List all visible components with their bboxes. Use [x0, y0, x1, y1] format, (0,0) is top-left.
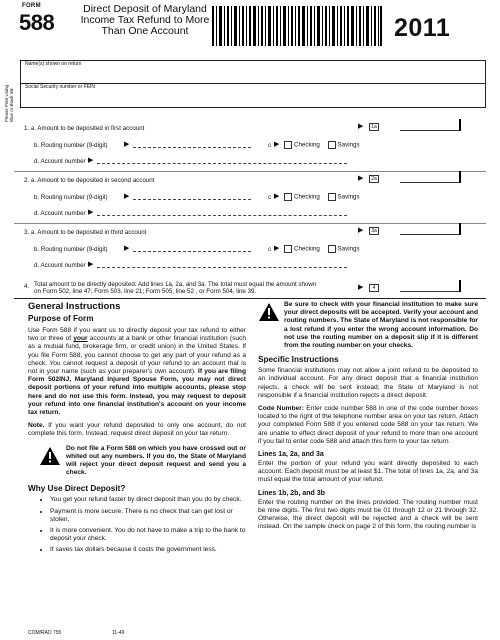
line-4-text-2: on Form 502, line 47; Form 503, line 21; Form 505, line 52 , or Form 504, line 39.: [34, 288, 257, 295]
line-2b-label: b. Routing number (9-digit): [34, 194, 108, 201]
line-2c-label: c: [268, 194, 272, 201]
ink-instruction-line-1: Please Print Using: [4, 84, 9, 122]
arrow-icon: ▶: [88, 209, 94, 216]
warning-block-left: [28, 445, 246, 478]
lines-b-paragraph: Enter the routing number on the lines provided. The routing number must be nine digits. The first two digits must be 01 through 12 or 21 through 32. Otherwise, the direct deposit will be rejected and a check will be sent instead. On the sample check on page 2 of this form, the routing number is: [258, 498, 478, 531]
line-3b-label: b. Routing number (9-digit): [34, 246, 108, 253]
account-2d-input[interactable]: [97, 215, 347, 216]
lines-a-paragraph: Enter the portion of your refund you want directly deposited to each account. Each deposit must be at least $1. The total of lines 1a, 2a, and 3a must equal the total amount of your refund.: [258, 460, 478, 484]
form-title-line-3: Than One Account: [101, 25, 189, 37]
line-3d-label: d. Account number: [34, 262, 86, 269]
checking-label: Checking: [294, 245, 320, 253]
line-1c-label: c: [268, 142, 272, 149]
lines-a-heading: Lines 1a, 2a, and 3a: [258, 451, 324, 459]
why-heading: Why Use Direct Deposit?: [28, 484, 126, 494]
arrow-icon: ▶: [358, 175, 364, 182]
routing-3b-input[interactable]: [133, 251, 251, 252]
warning-icon: [38, 447, 62, 465]
amount-4-input[interactable]: [400, 283, 460, 292]
savings-label: Savings: [337, 141, 360, 149]
arrow-icon: ▶: [274, 141, 280, 148]
ink-instruction-line-2: Blue or Black Ink: [9, 88, 14, 122]
account-type-3: [282, 245, 360, 253]
line-2d-label: d. Account number: [34, 210, 86, 217]
identification-box: [20, 60, 486, 108]
ssn-field[interactable]: [21, 84, 485, 106]
checking-label: Checking: [294, 141, 320, 149]
warning-text-left: Do not file a Form 588 on which you have crossed out or whited out any numbers. If you do, the State of Maryland will reject your direct deposit request and send you a check.: [66, 444, 246, 477]
lines-b-heading: Lines 1b, 2b, and 3b: [258, 489, 325, 497]
routing-2b-input[interactable]: [133, 199, 251, 200]
warning-block-right: [258, 301, 478, 350]
note-paragraph: Note. If you want your refund deposited to only one account, do not complete this form. Instead, request direct deposit on your tax return.: [28, 422, 246, 438]
arrow-icon: ▶: [88, 261, 94, 268]
form-title-line-1: Direct Deposit of Maryland: [83, 3, 207, 15]
list-item: • It is more convenient. You do not have to make a trip to the bank to deposit your check.: [50, 527, 246, 543]
decimal-marker: [459, 280, 461, 292]
footer-form-code: COM/RAD 755: [28, 630, 62, 636]
name-label: Name(s) shown on return: [25, 61, 82, 67]
tax-year: 2011: [394, 14, 451, 42]
purpose-paragraph: Use Form 588 if you want us to directly deposit your tax refund to either two or three of your accounts at a bank or other financial institution (such as a mutual fund, brokerage firm, or credit union) in the United States. If you file Form 588, you cannot choose to get any part of your refund as a check. You cannot request a deposit of your refund to an account that is not in your name (such as your preparer's own account). If you are filing Form 502INJ, Maryland Injured Spouse Form, you may not direct deposit portions of your refund into multiple accounts, please stop here and do not use this form. Instead, you may request to deposit your refund into one financial institution's account on your income tax return.: [28, 327, 246, 417]
list-item: • Payment is more secure. There is no check that can get lost or stolen.: [50, 508, 246, 524]
savings-checkbox-1[interactable]: [328, 141, 336, 149]
decimal-marker: [459, 171, 461, 183]
barcode: [212, 6, 382, 46]
account-3d-input[interactable]: [97, 267, 347, 268]
line-4-text-1: Total amount to be directly deposited. Add lines 1a, 2a, and 3a. The total must equal the amount shown: [34, 281, 317, 288]
ink-instruction: [4, 62, 17, 122]
arrow-icon: ▶: [274, 193, 280, 200]
purpose-heading: Purpose of Form: [28, 314, 94, 323]
line-1b-label: b. Routing number (9-digit): [34, 142, 108, 149]
divider: [14, 171, 486, 172]
checking-checkbox-2[interactable]: [284, 193, 292, 201]
form-title: [80, 4, 210, 37]
footer-page-code: 11-49: [112, 630, 125, 636]
form-number: 588: [19, 10, 55, 35]
arrow-icon: ▶: [124, 245, 130, 252]
account-1d-input[interactable]: [97, 163, 347, 164]
line-1a-label: 1. a. Amount to be deposited in first account: [24, 125, 145, 132]
code-number-paragraph: Code Number: Enter code number 588 in one of the code number boxes located to the right of the telephone number area on your tax return. Attach your completed Form 588 if you entered code 588 on your tax return. We are unable to effect direct deposit of your refund to more than one account if you fail to enter code 588 and attach this form to your tax return.: [258, 405, 478, 445]
line-1d-label: d. Account number: [34, 158, 86, 165]
checking-checkbox-3[interactable]: [284, 245, 292, 253]
decimal-marker: [459, 119, 461, 131]
account-type-2: [282, 193, 360, 201]
arrow-icon: ▶: [88, 157, 94, 164]
checking-label: Checking: [294, 193, 320, 201]
arrow-icon: ▶: [358, 284, 364, 291]
form-title-line-2: Income Tax Refund to More: [80, 14, 210, 26]
warning-text-right: Be sure to check with your financial institution to make sure your direct deposits will be accepted. Verify your account and routing numbers. The State of Maryland is not responsible for a lost refund if you enter the wrong account information. Do not use the routing number on a deposit slip if it is different from the routing number on your checks.: [284, 301, 478, 350]
arrow-icon: ▶: [124, 141, 130, 148]
arrow-icon: ▶: [358, 123, 364, 130]
box-3a: 3a: [369, 227, 379, 235]
arrow-icon: ▶: [124, 193, 130, 200]
savings-label: Savings: [337, 193, 360, 201]
general-instructions-heading: General Instructions: [28, 301, 121, 312]
decimal-marker: [459, 223, 461, 235]
warning-icon: [258, 303, 280, 321]
line-2a-label: 2. a. Amount to be deposited in second account: [24, 177, 155, 184]
right-column: [258, 301, 478, 531]
arrow-icon: ▶: [358, 227, 364, 234]
left-column: [28, 301, 246, 555]
divider: [14, 298, 486, 299]
arrow-icon: ▶: [274, 245, 280, 252]
checking-checkbox-1[interactable]: [284, 141, 292, 149]
amount-2a-input[interactable]: [400, 174, 460, 183]
box-1a: 1a: [369, 123, 379, 131]
ssn-label: Social Security number or FEIN: [25, 84, 96, 90]
amount-1a-input[interactable]: [400, 122, 460, 131]
benefits-list: [28, 496, 246, 554]
savings-label: Savings: [337, 245, 360, 253]
amount-3a-input[interactable]: [400, 226, 460, 235]
line-4-number: 4.: [24, 283, 30, 290]
savings-checkbox-3[interactable]: [328, 245, 336, 253]
box-2a: 2a: [369, 175, 379, 183]
specific-instructions-heading: Specific Instructions: [258, 355, 339, 365]
specific-paragraph: Some financial institutions may not allow a joint refund to be deposited to an individual account. For any direct deposit that a financial institution rejects, a check will be sent instead; the State of Maryland is not responsible if a financial institution rejects a direct deposit.: [258, 367, 478, 399]
routing-1b-input[interactable]: [133, 147, 251, 148]
divider: [14, 223, 486, 224]
name-field[interactable]: [21, 61, 485, 84]
list-item: • You get your refund faster by direct deposit than you do by check.: [50, 496, 246, 504]
line-3a-label: 3. a. Amount to be deposited in third account: [24, 229, 147, 236]
account-type-1: [282, 141, 360, 149]
box-4: 4: [369, 284, 379, 292]
form-label: FORM: [22, 3, 41, 9]
savings-checkbox-2[interactable]: [328, 193, 336, 201]
line-3c-label: c: [268, 246, 272, 253]
list-item: • It saves tax dollars because it costs the government less.: [50, 546, 246, 554]
